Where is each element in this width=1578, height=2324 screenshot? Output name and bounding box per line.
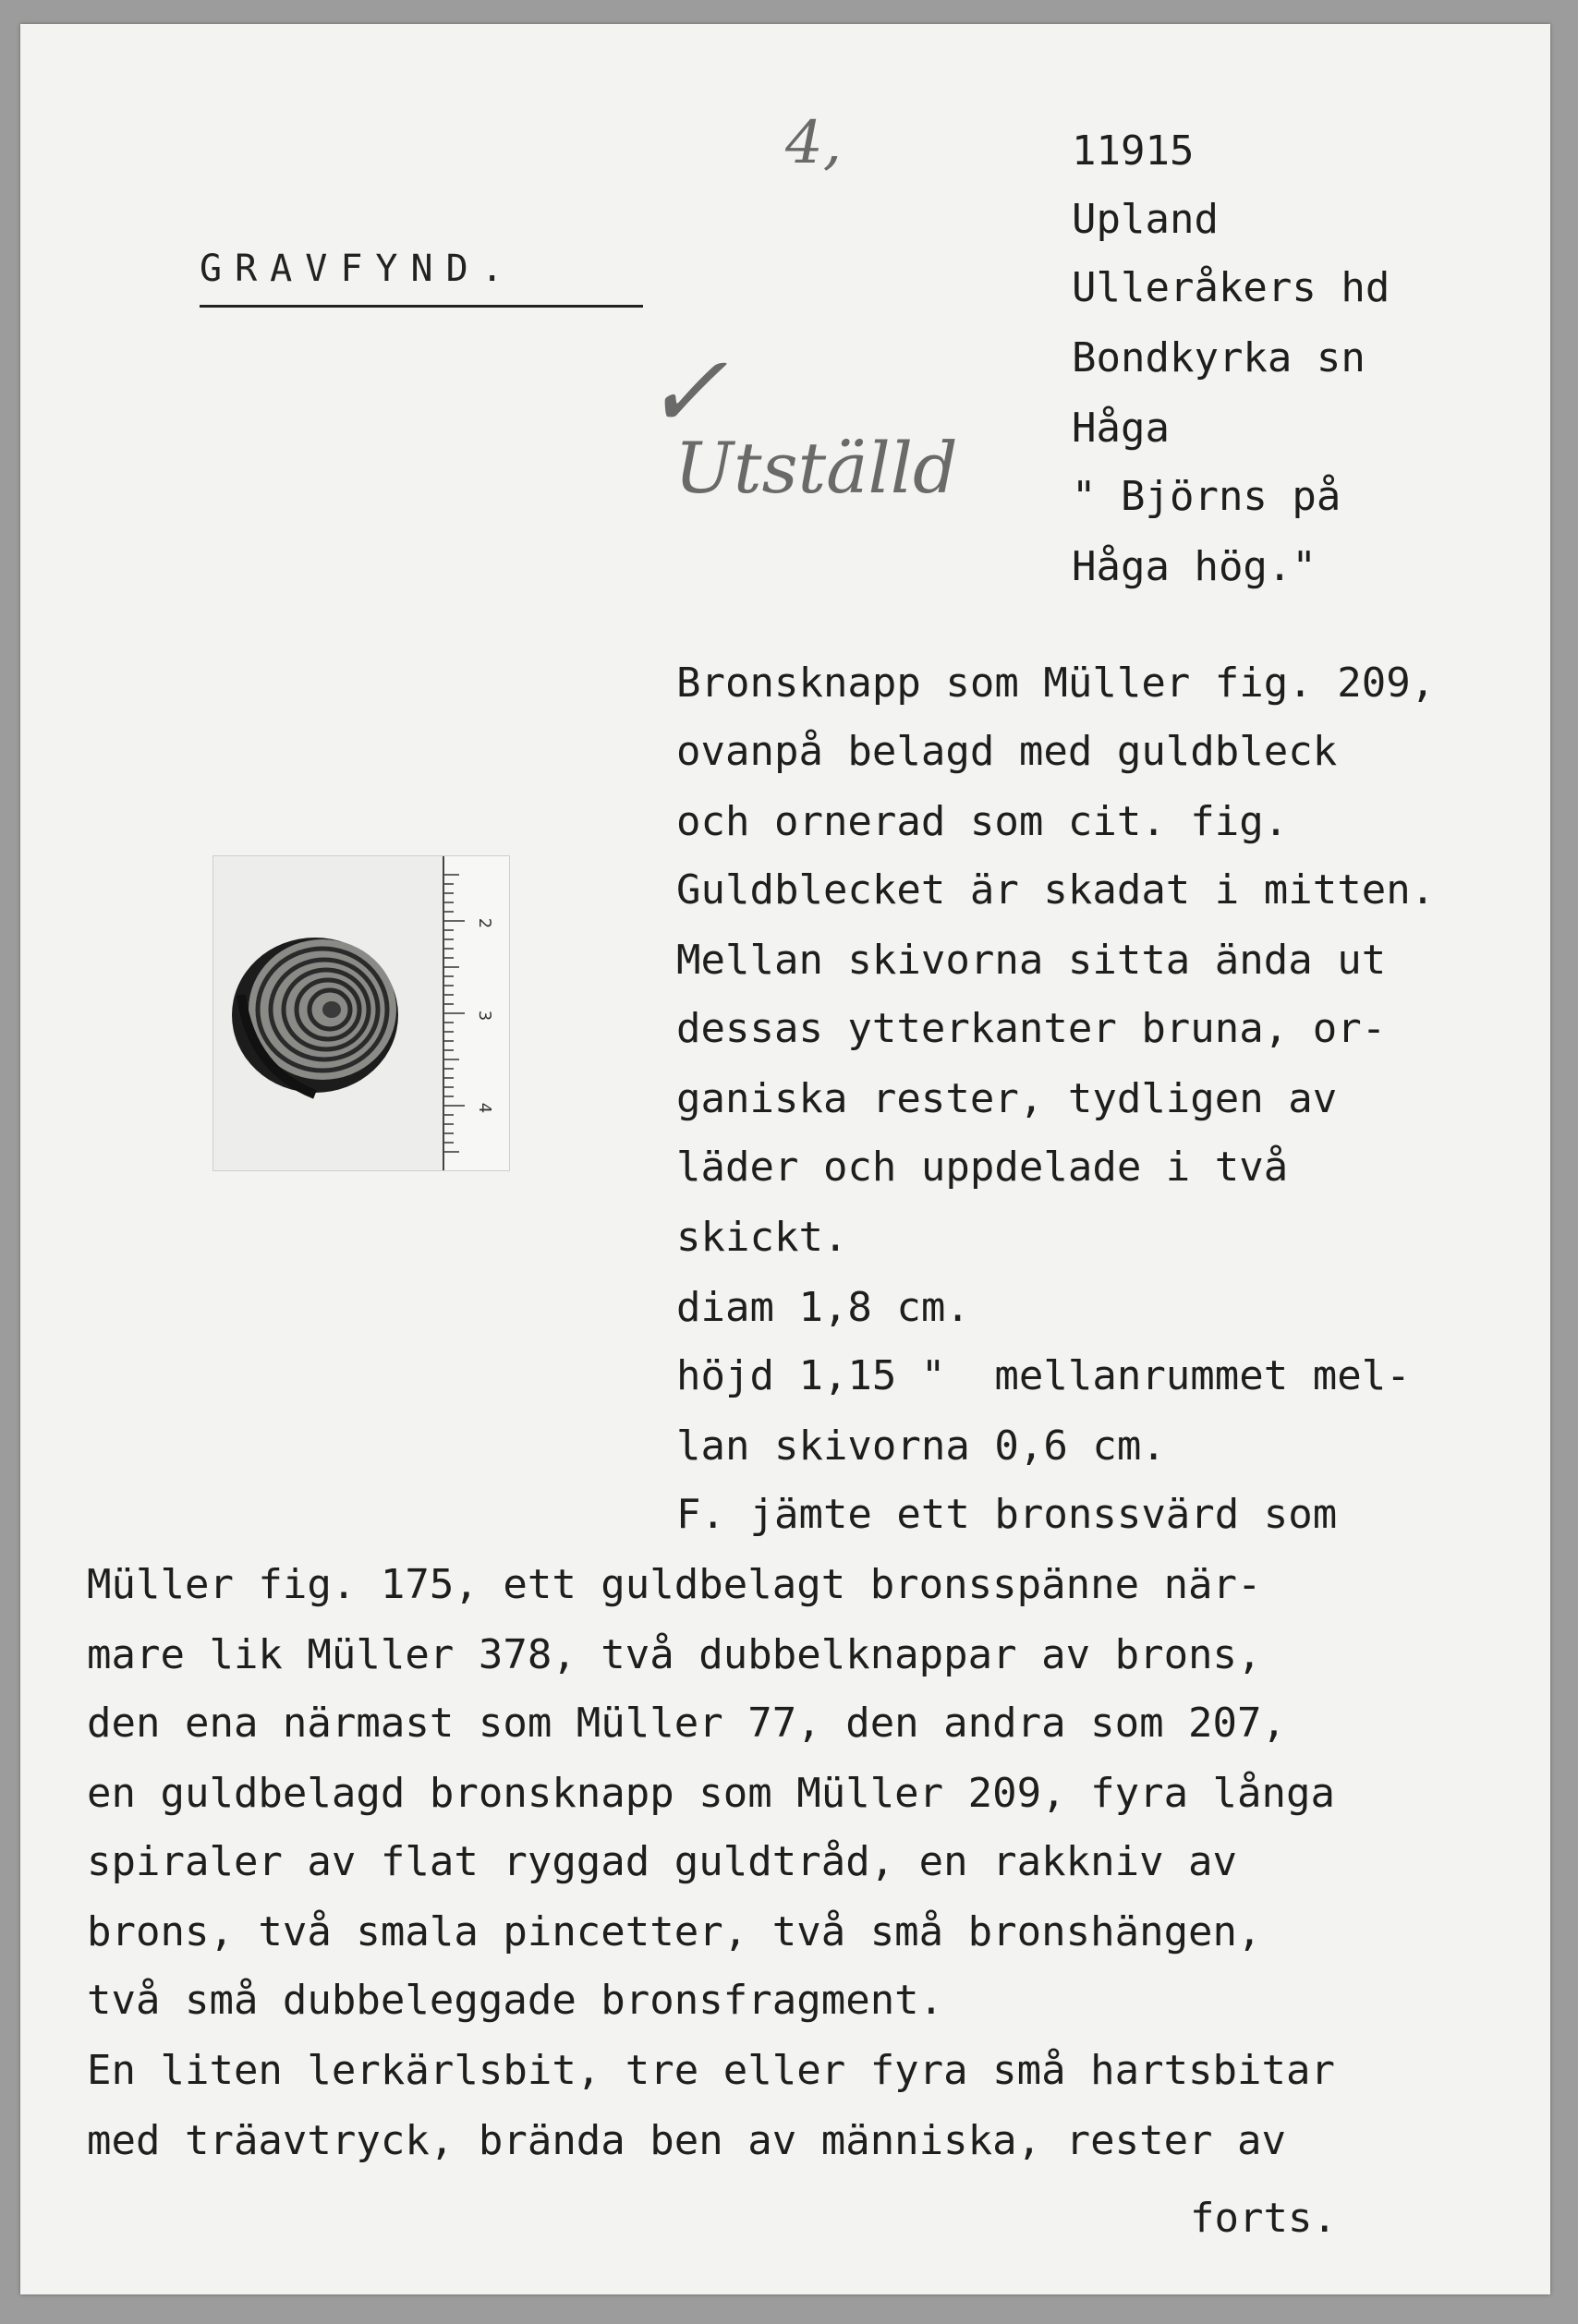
description-line: lan skivorna 0,6 cm. <box>676 1422 1166 1470</box>
scale-ruler <box>443 856 509 1170</box>
handwritten-check-icon: ✓ <box>643 333 729 451</box>
description-line: och ornerad som cit. fig. <box>676 798 1289 845</box>
body-line: Müller fig. 175, ett guldbelagt bronsspänne när- <box>87 1561 1262 1608</box>
artifact-photo <box>212 855 510 1171</box>
catalog-hundred: Ulleråkers hd <box>1072 264 1390 311</box>
description-line: ovanpå belagd med guldbleck <box>676 728 1338 775</box>
catalog-number: 11915 <box>1072 127 1195 175</box>
description-line: läder och uppdelade i två <box>676 1144 1289 1191</box>
catalog-place: Håga <box>1072 405 1170 452</box>
handwritten-number: 4, <box>785 109 843 177</box>
catalog-province: Upland <box>1072 196 1219 243</box>
body-line: mare lik Müller 378, två dubbelknappar av brons, <box>87 1631 1262 1678</box>
body-line: en guldbelagd bronsknapp som Müller 209, fyra långa <box>87 1770 1336 1817</box>
catalog-site-line-2: Håga hög." <box>1072 543 1317 590</box>
body-line: En liten lerkärlsbit, tre eller fyra små hartsbitar <box>87 2047 1336 2094</box>
ruler-label: 3 <box>475 1010 495 1022</box>
title-underline <box>200 305 643 308</box>
body-line: brons, två smala pincetter, två små bronshängen, <box>87 1908 1262 1955</box>
description-line: dessas ytterkanter bruna, or- <box>676 1005 1387 1052</box>
body-line: två små dubbeleggade bronsfragment. <box>87 1977 944 2024</box>
description-line: höjd 1,15 " mellanrummet mel- <box>676 1352 1411 1399</box>
bronze-button-image <box>213 856 444 1170</box>
handwritten-note: Utställd <box>674 427 958 509</box>
card-title: GRAVFYND. <box>200 248 516 290</box>
description-line: Mellan skivorna sitta ända ut <box>676 937 1387 984</box>
ruler-label: 2 <box>475 917 495 929</box>
catalog-site-line-1: " Björns på <box>1072 473 1341 520</box>
description-line: skickt. <box>676 1214 848 1261</box>
body-line: den ena närmast som Müller 77, den andra som 207, <box>87 1700 1287 1747</box>
description-line: diam 1,8 cm. <box>676 1284 970 1331</box>
catalog-parish: Bondkyrka sn <box>1072 334 1366 381</box>
description-line: F. jämte ett bronssvärd som <box>676 1491 1338 1538</box>
description-line: ganiska rester, tydligen av <box>676 1075 1338 1122</box>
ruler-label: 4 <box>475 1102 495 1114</box>
continued-note: forts. <box>1190 2195 1337 2242</box>
body-line: spiraler av flat ryggad guldtråd, en rakkniv av <box>87 1838 1238 1885</box>
description-line: Bronsknapp som Müller fig. 209, <box>676 660 1436 707</box>
description-line: Guldblecket är skadat i mitten. <box>676 866 1436 914</box>
body-line: med träavtryck, brända ben av människa, rester av <box>87 2117 1287 2164</box>
